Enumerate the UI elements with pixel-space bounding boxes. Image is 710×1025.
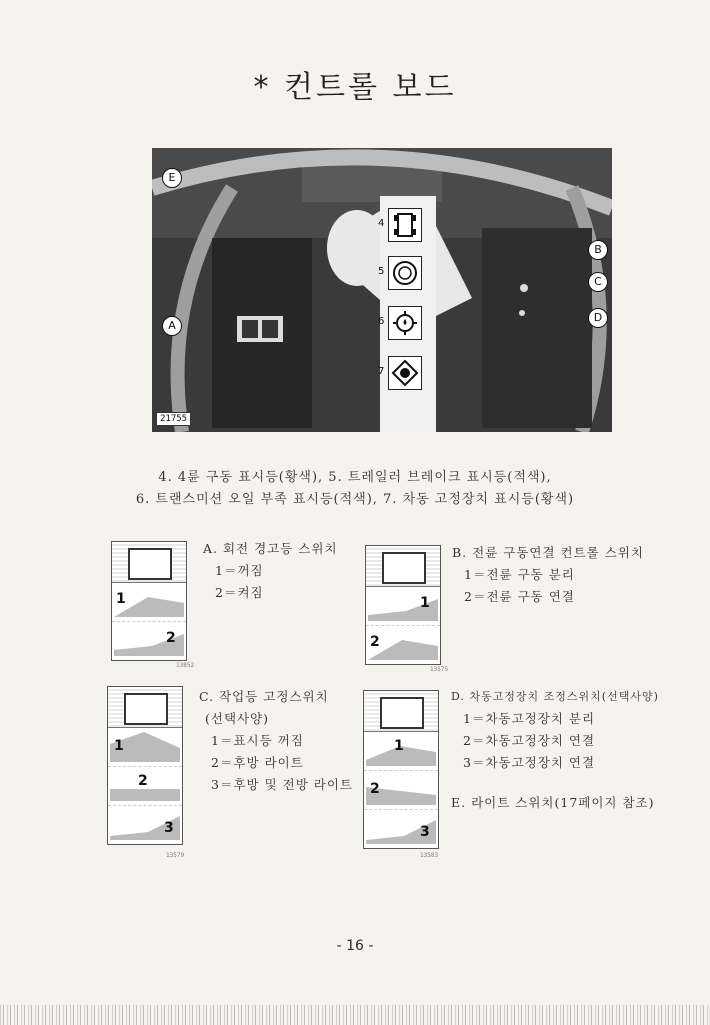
switch-b-item: 1＝전륜 구동 분리 [464, 567, 575, 582]
switch-d-item: 3＝차동고정장치 연결 [463, 755, 596, 770]
switch-d-item: 2＝차동고정장치 연결 [463, 733, 596, 748]
work-light-icon [124, 693, 168, 725]
indicator-number: 7 [378, 366, 385, 377]
position-label: 1 [394, 738, 404, 754]
position-label: 2 [166, 630, 176, 646]
control-board-photo [152, 148, 612, 432]
switch-a-item: 2＝켜짐 [215, 585, 264, 600]
switch-c-item: 1＝표시등 꺼짐 [211, 733, 304, 748]
switch-a-item: 1＝꺼짐 [215, 563, 264, 578]
switch-c-title: C. 작업등 고정스위치 [199, 689, 329, 704]
callout-c: C [588, 272, 608, 292]
switch-b-item: 2＝전륜 구동 연결 [464, 589, 575, 604]
callout-a: A [162, 316, 182, 336]
callout-d: D [588, 308, 608, 328]
switch-d-description [451, 686, 659, 774]
position-label: 1 [114, 738, 124, 754]
switch-b-diagram [365, 545, 441, 665]
switch-b-description [452, 542, 644, 608]
switch-d-diagram [363, 690, 439, 849]
position-label: 3 [420, 824, 430, 840]
figure-id: 21755 [156, 412, 191, 426]
indicator-number: 6 [378, 316, 385, 327]
switch-c-item: 3＝후방 및 전방 라이트 [211, 777, 353, 792]
light-switch-note: E. 라이트 스위치(17페이지 참조) [451, 795, 655, 810]
position-label: 1 [420, 595, 430, 611]
trailer-brake-icon [388, 256, 422, 290]
switch-a-description [203, 538, 338, 604]
switch-c-item: 2＝후방 라이트 [211, 755, 304, 770]
parking-brake-icon [388, 356, 422, 390]
switch-c-description [199, 686, 353, 796]
page-number: - 16 - [336, 938, 374, 954]
switch-d-title: D. 차동고정장치 조정스위치(선택사양) [451, 690, 659, 703]
figure-id: 13852 [176, 662, 195, 669]
indicator-number: 5 [378, 266, 385, 277]
transmission-oil-icon [388, 306, 422, 340]
figure-id: 13583 [420, 852, 439, 859]
callout-e: E [162, 168, 182, 188]
position-label: 2 [370, 781, 380, 797]
figure-id: 13579 [166, 852, 185, 859]
position-label: 2 [138, 773, 148, 789]
switch-c-subtitle: (선택사양) [205, 711, 270, 726]
figure-id: 13575 [430, 666, 449, 673]
rotating-beacon-icon [128, 548, 172, 580]
caption-line-2: 6. 트랜스미션 오일 부족 표시등(적색), 7. 차동 고정장치 표시등(황색) [135, 492, 575, 507]
page-title: * 컨트롤 보드 [253, 70, 457, 105]
switch-a-title: A. 회전 경고등 스위치 [203, 541, 338, 556]
differential-lock-icon [380, 697, 424, 729]
dashboard-photo-illustration [152, 148, 612, 432]
position-label: 1 [116, 591, 126, 607]
switch-b-title: B. 전륜 구동연결 컨트롤 스위치 [452, 545, 644, 560]
scan-edge-strip [0, 1005, 710, 1025]
indicator-number: 4 [378, 218, 385, 229]
caption-line-1: 4. 4륜 구동 표시등(황색), 5. 트레일러 브레이크 표시등(적색), [158, 470, 552, 485]
switch-d-item: 1＝차동고정장치 분리 [463, 711, 596, 726]
switch-c-diagram [107, 686, 183, 845]
position-label: 2 [370, 634, 380, 650]
position-label: 3 [164, 820, 174, 836]
callout-b: B [588, 240, 608, 260]
front-wheel-drive-icon [382, 552, 426, 584]
switch-a-diagram [111, 541, 187, 661]
four-wheel-drive-icon [388, 208, 422, 242]
